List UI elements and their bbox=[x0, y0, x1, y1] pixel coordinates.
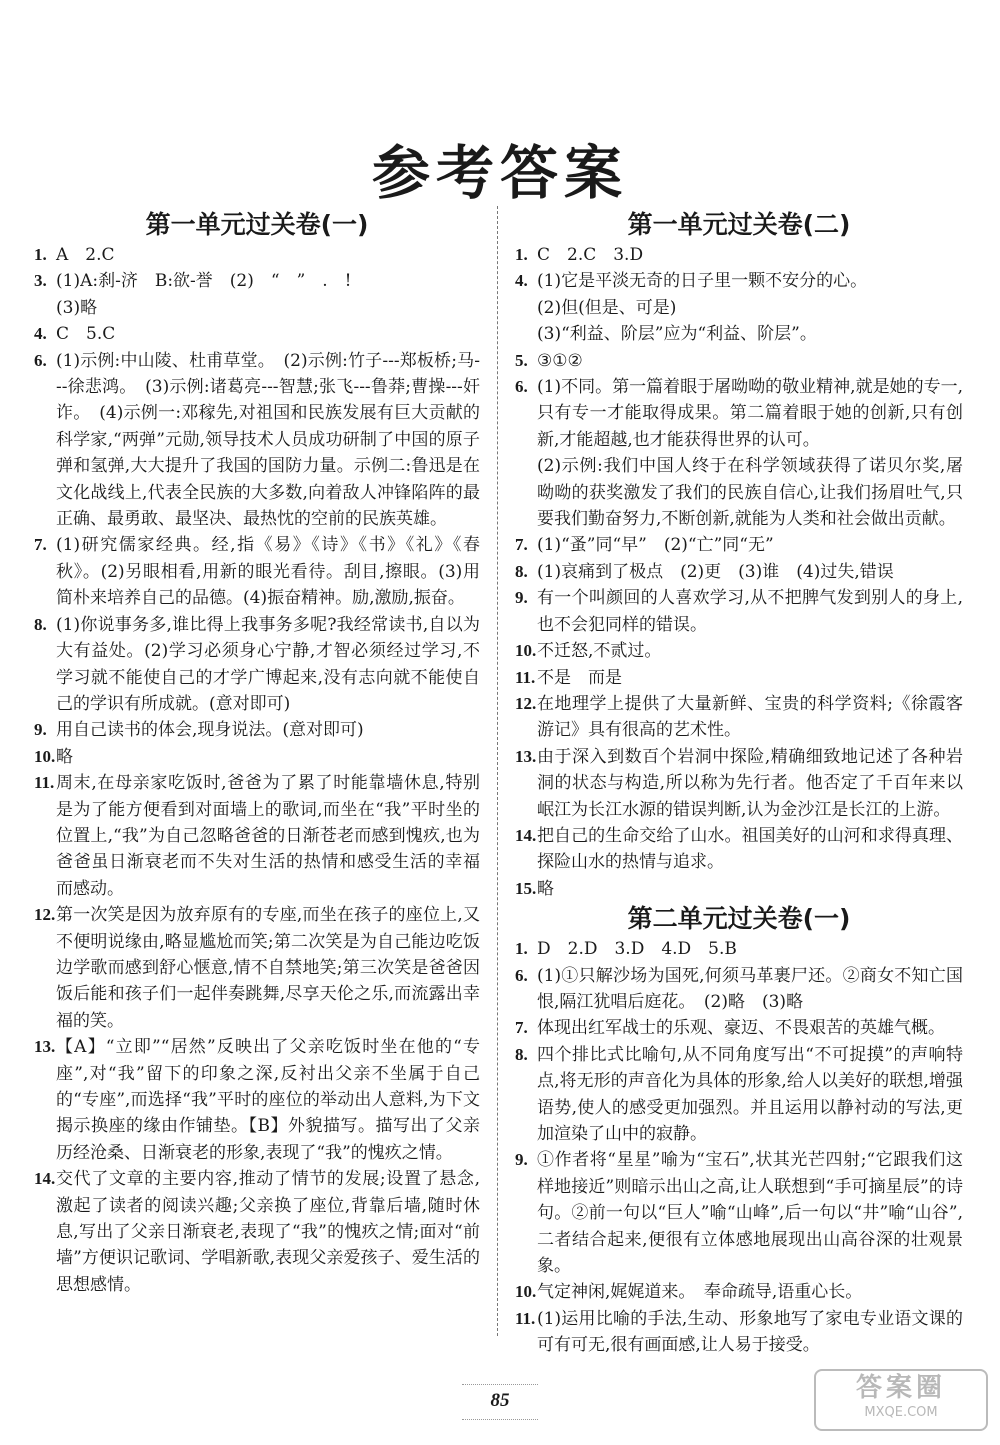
answer-number: 1. bbox=[34, 245, 47, 264]
answer-number: 6. bbox=[515, 377, 528, 397]
answer-number: 4. bbox=[34, 324, 47, 344]
section-heading: 第一单元过关卷(二) bbox=[627, 210, 851, 239]
answer-text: 交代了文章的主要内容,推动了情节的发展;设置了悬念,激起了读者的阅读兴趣;父亲换了座位,背靠后墙,随时休息,写出了父亲日渐衰老,表现了“我”的愧疚之情;面对“前墙”方便识记歌词、学唱新歌,表现父亲爱孩子、爱生活的思想感情。 bbox=[56, 1169, 480, 1295]
answer-number: 11. bbox=[515, 1308, 536, 1328]
answer-item bbox=[34, 242, 480, 268]
answer-item bbox=[515, 691, 963, 744]
answer-text: (1)研究儒家经典。经,指《易》《诗》《书》《礼》《春秋》。(2)另眼相看,用新的眼光看待。刮目,擦眼。(3)用简朴来培养自己的品德。(4)振奋精神。励,激励,振奋。 bbox=[56, 535, 480, 609]
answer-text: C 2.C 3.D bbox=[537, 245, 644, 265]
answer-text: (1)不同。第一篇着眼于屠呦呦的敬业精神,就是她的专一,只有专一才能取得成果。第二篇着眼于她的创新,只有创新,才能超越,也才能获得世界的认可。 bbox=[537, 377, 963, 450]
answer-number: 10. bbox=[515, 641, 537, 661]
answer-item bbox=[515, 374, 963, 453]
answer-item bbox=[34, 1166, 480, 1298]
answer-item bbox=[515, 876, 963, 902]
answer-text: 四个排比式比喻句,从不同角度写出“不可捉摸”的声响特点,将无形的声音化为具体的形象,给人以美好的联想,增强语势,使人的感受更加强烈。并且运用以静衬动的写法,更加渲染了山中的寂静。 bbox=[537, 1044, 963, 1144]
answer-text: 不是 而是 bbox=[537, 667, 622, 688]
watermark-main-text: 答案圈 bbox=[855, 1373, 946, 1403]
answer-number: 9. bbox=[34, 720, 47, 740]
answer-item bbox=[515, 823, 963, 876]
page-number: 85 bbox=[490, 1390, 510, 1411]
answer-number: 9. bbox=[515, 1150, 528, 1170]
answer-item bbox=[515, 1015, 963, 1041]
answer-item bbox=[515, 559, 963, 585]
right-column bbox=[515, 208, 963, 1359]
answer-number: 14. bbox=[34, 1169, 56, 1189]
answer-number: 3. bbox=[34, 271, 47, 291]
answer-item bbox=[515, 453, 963, 532]
answer-item bbox=[515, 295, 963, 321]
answer-number: 1. bbox=[515, 245, 528, 264]
answer-text: (1)你说事务多,谁比得上我事务多呢?我经常读书,自以为大有益处。(2)学习必须身心宁静,才智必须经过学习,不学习就不能使自己的才学广博起来,没有志向就不能使自己的学识有所成就。(意对即可) bbox=[56, 614, 480, 714]
answer-text: (3)略 bbox=[56, 297, 98, 318]
answer-item bbox=[34, 612, 480, 718]
answer-number: 15. bbox=[515, 878, 537, 898]
answer-item bbox=[515, 665, 963, 691]
answer-text: 体现出红军战士的乐观、豪迈、不畏艰苦的英雄气概。 bbox=[537, 1018, 945, 1039]
answer-number: 4. bbox=[515, 271, 528, 291]
answer-text: (1)运用比喻的手法,生动、形象地写了家电专业语文课的可有可无,很有画面感,让人易于接受。 bbox=[537, 1308, 963, 1356]
answer-number: 8. bbox=[515, 561, 528, 581]
answer-text: C 5.C bbox=[56, 324, 116, 345]
answer-number: 5. bbox=[515, 350, 528, 370]
answer-number: 12. bbox=[34, 905, 56, 925]
answer-number: 12. bbox=[515, 693, 537, 713]
answer-item bbox=[515, 1279, 963, 1305]
answer-text: (1)示例:中山陵、杜甫草堂。 (2)示例:竹子---郑板桥;马---徐悲鸿。 (3)示例:诸葛亮---智慧;张飞---鲁莽;曹操---奸诈。 (4)示例一:邓稼先,对祖国和民族发展有巨大贡献的科学家,“两弹”元勋,领导技术人员成功研制了中国的原子弹和氢弹,大大提升了我国的国防力量。示例二:鲁迅是在文化战线上,代表全民族的大多数,向着敌人冲锋陷阵的最正确、最勇敢、最坚决、最热忱的空前的民族英雄。 bbox=[56, 350, 480, 530]
answer-item bbox=[515, 268, 963, 294]
left-column bbox=[34, 208, 480, 1298]
answer-item bbox=[34, 532, 480, 611]
answer-text: 周末,在母亲家吃饭时,爸爸为了累了时能靠墙休息,特别是为了能方便看到对面墙上的歌词,而坐在“我”平时坐的位置上,“我”为自己忽略爸爸的日渐苍老而感到愧疚,也为爸爸虽日渐衰老而不失对生活的热情和感受生活的幸福而感动。 bbox=[56, 773, 480, 899]
answer-text: (2)但(但是、可是) bbox=[537, 297, 677, 318]
answer-number: 10. bbox=[515, 1282, 537, 1302]
answer-number: 6. bbox=[34, 350, 47, 370]
answer-text: (1)“蚤”同“早” (2)“亡”同“无” bbox=[537, 535, 774, 556]
answer-number: 11. bbox=[515, 667, 536, 687]
answer-text: (1)A:刹-济 B:欲-誉 (2) “ ” . ! bbox=[56, 271, 352, 292]
page-title: 参考答案 bbox=[371, 139, 628, 207]
answer-number: 10. bbox=[34, 746, 56, 766]
answer-number: 8. bbox=[34, 614, 47, 634]
answer-text: 【A】“立即”“居然”反映出了父亲吃饭时坐在他的“专座”,对“我”留下的印象之深,反衬出父亲不坐属于自己的“专座”,而选择“我”平时的座位的举动出人意料,为下文揭示换座的缘由作铺垫。【B】外貌描写。描写出了父亲历经沧桑、日渐衰老的形象,表现了“我”的愧疚之情。 bbox=[56, 1037, 480, 1163]
answer-text: (1)它是平淡无奇的日子里一颗不安分的心。 bbox=[537, 271, 868, 292]
answer-item bbox=[515, 963, 963, 1016]
answer-number: 8. bbox=[515, 1044, 528, 1064]
answer-item bbox=[515, 1042, 963, 1148]
answer-text: 有一个叫颜回的人喜欢学习,从不把脾气发到别人的身上,也不会犯同样的错误。 bbox=[537, 588, 963, 635]
answer-item bbox=[34, 744, 480, 770]
answer-number: 13. bbox=[515, 746, 537, 766]
answer-item bbox=[34, 770, 480, 902]
answer-number: 7. bbox=[34, 535, 47, 555]
answer-number: 7. bbox=[515, 535, 528, 555]
answer-item bbox=[515, 321, 963, 347]
answer-text: 第一次笑是因为放弃原有的专座,而坐在孩子的座位上,又不便明说缘由,略显尴尬而笑;第二次笑是为自己能边吃饭边学歌而感到舒心惬意,情不自禁地笑;第三次笑是爸爸因饭后能和孩子们一起伴奏跳舞,尽享天伦之乐,而流露出幸福的笑。 bbox=[56, 905, 480, 1031]
answer-text: 略 bbox=[56, 746, 73, 767]
answer-item bbox=[515, 638, 963, 664]
answer-text: 在地理学上提供了大量新鲜、宝贵的科学资料;《徐霞客游记》具有很高的艺术性。 bbox=[537, 693, 963, 741]
answer-number: 11. bbox=[34, 773, 55, 793]
answer-item bbox=[34, 1034, 480, 1166]
watermark-sub-text: MXQE.COM bbox=[864, 1405, 938, 1420]
answer-item bbox=[34, 717, 480, 743]
answer-item bbox=[515, 532, 963, 558]
answer-item bbox=[515, 348, 963, 374]
answer-text: 略 bbox=[537, 878, 554, 899]
answer-text: 把自己的生命交给了山水。祖国美好的山河和求得真理、探险山水的热情与追求。 bbox=[537, 825, 963, 873]
answer-item bbox=[34, 348, 480, 533]
column-divider bbox=[497, 206, 498, 1336]
answer-item bbox=[515, 585, 963, 638]
answer-text: D 2.D 3.D 4.D 5.B bbox=[537, 939, 737, 960]
answer-item bbox=[515, 1306, 963, 1359]
answer-text: (3)“利益、阶层”应为“利益、阶层”。 bbox=[537, 324, 817, 345]
answer-item bbox=[515, 1147, 963, 1279]
answer-item bbox=[34, 902, 480, 1034]
answer-text: 由于深入到数百个岩洞中探险,精确细致地记述了各种岩洞的状态与构造,所以称为先行者。他否定了千百年来以岷江为长江水源的错误判断,认为金沙江是长江的上游。 bbox=[537, 746, 963, 820]
answer-text: (1)哀痛到了极点 (2)更 (3)谁 (4)过失,错误 bbox=[537, 561, 894, 582]
answer-text: ①作者将“星星”喻为“宝石”,状其光芒四射;“它跟我们这样地接近”则暗示出山之高,让人联想到“手可摘星辰”的诗句。②前一句以“巨人”喻“山峰”,后一句以“井”喻“山谷”,二者结合起来,便很有立体感地展现出山高谷深的壮观景象。 bbox=[537, 1150, 963, 1277]
answer-text: (2)示例:我们中国人终于在科学领域获得了诺贝尔奖,屠呦呦的获奖激发了我们的民族自信心,让我们扬眉吐气,只要我们勤奋努力,不断创新,就能为人类和社会做出贡献。 bbox=[537, 456, 963, 530]
answer-text: A 2.C bbox=[56, 245, 115, 265]
watermark-logo bbox=[814, 1369, 988, 1431]
answer-item bbox=[34, 321, 480, 347]
answer-item bbox=[34, 268, 480, 294]
answer-number: 13. bbox=[34, 1037, 56, 1057]
answer-item bbox=[515, 242, 963, 268]
answer-text: 用自己读书的体会,现身说法。(意对即可) bbox=[56, 720, 364, 741]
answer-item bbox=[515, 744, 963, 823]
answer-number: 6. bbox=[515, 965, 528, 985]
answer-number: 1. bbox=[515, 939, 528, 959]
answer-number: 9. bbox=[515, 588, 528, 608]
answer-item bbox=[515, 936, 963, 962]
answer-item bbox=[34, 295, 480, 321]
answer-text: 气定神闲,娓娓道来。 奉命疏导,语重心长。 bbox=[537, 1282, 863, 1303]
answer-text: ③①② bbox=[537, 350, 583, 371]
answer-text: (1)①只解沙场为国死,何须马革裹尸还。②商女不知亡国恨,隔江犹唱后庭花。 (2)略 (3)略 bbox=[537, 965, 963, 1012]
answer-number: 14. bbox=[515, 825, 537, 845]
section-heading: 第一单元过关卷(一) bbox=[145, 210, 369, 239]
section-heading: 第二单元过关卷(一) bbox=[627, 904, 851, 934]
answer-text: 不迁怒,不贰过。 bbox=[537, 641, 662, 662]
answer-number: 7. bbox=[515, 1018, 528, 1038]
